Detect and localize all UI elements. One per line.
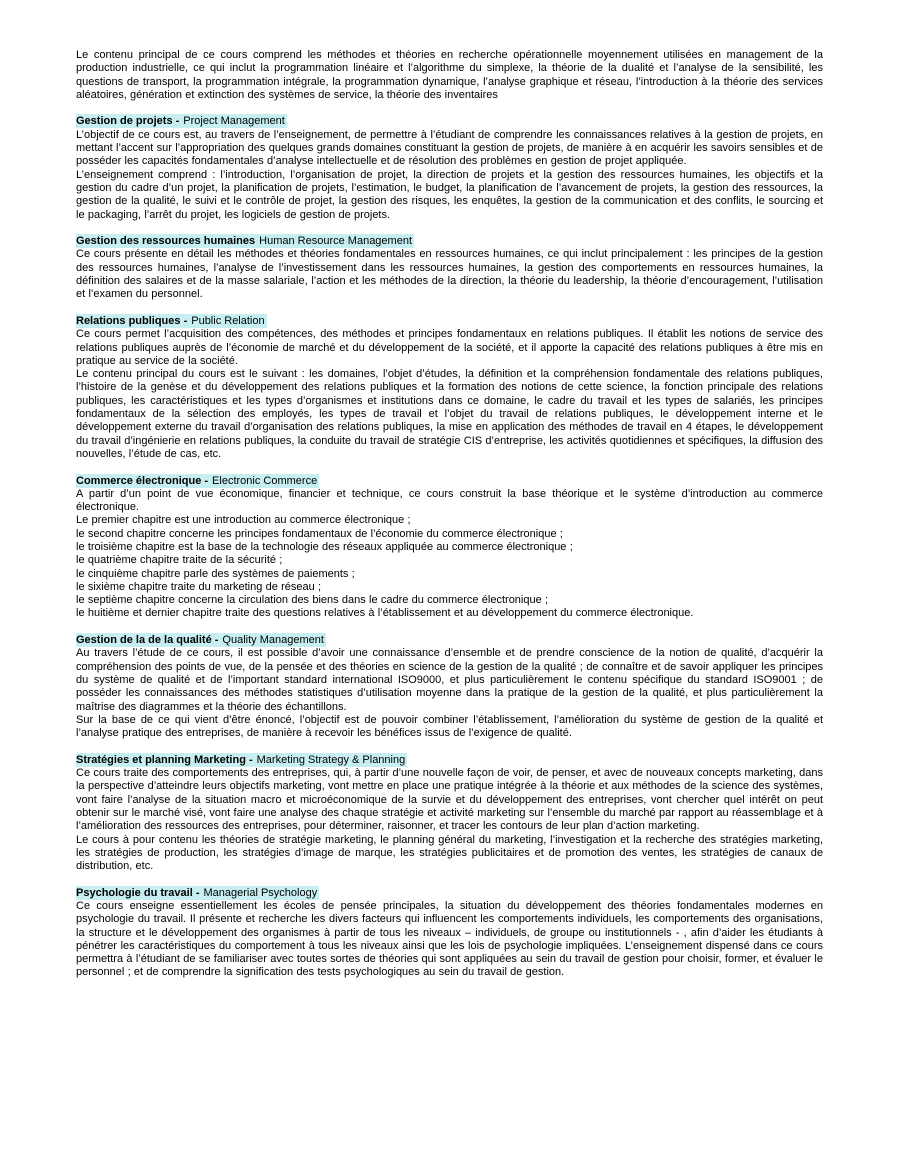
paragraph: le sixième chapitre traite du marketing de réseau ; [76,580,322,593]
paragraph: le quatrième chapitre traite de la sécurité ; [76,554,283,567]
heading-english: Quality Management [222,634,324,647]
course-section-ressources-humaines [76,235,823,301]
paragraph: Le cours à pour contenu les théories de stratégie marketing, le planning général du marketing, l’investigation et la recherche des stratégies marketing, les stratégies de production, les stratégies d’image de marque, les stratégies publicitaires et de promotion des ventes, les stratégies de canaux de distribution, etc. [76,833,823,873]
paragraph: Ce cours permet l’acquisition des compétences, des méthodes et principes fondamentaux en relations publiques. Il établit les notions de service des relations publiques auprès de l’économie de marché et du développement de la société, et il apporte la capacité des relations publiques à être mis en pratique au service de la société. [76,328,823,367]
paragraph: Le premier chapitre est une introduction au commerce électronique ; [76,514,411,527]
heading-french: Gestion de projets - [76,115,180,128]
heading-french: Gestion de la de la qualité - [76,634,219,647]
course-section-gestion-qualite [76,634,823,740]
course-section-psychologie-travail [76,887,823,980]
paragraph: Ce cours présente en détail les méthodes et théories fondamentales en ressources humaines, ce qui inclut principalement : les principes de la gestion des ressources humaines, l’analyse de l’investissement dans les ressources humaines, la gestion des comportements en ressources humaines, la définition des salaires et de la masse salariale, l’action et les méthodes de la direction, la théorie du leadership, la théorie d’encouragement, l’utilisation et l’examen du personnel. [76,248,823,301]
heading-french: Gestion des ressources humaines [76,235,256,248]
section-heading [76,753,407,767]
section-heading [76,886,319,900]
course-section-relations-publiques [76,315,823,461]
course-section-gestion-de-projets [76,115,823,221]
section-heading [76,114,287,128]
section-heading [76,633,326,647]
heading-french: Psychologie du travail - [76,886,200,899]
paragraph: A partir d’un point de vue économique, financier et technique, ce cours construit la base théorique et le système d’introduction au commerce électronique. [76,487,823,514]
paragraph: le second chapitre concerne les principes fondamentaux de l’économie du commerce électronique ; [76,527,563,540]
heading-english: Managerial Psychology [203,886,318,899]
heading-english: Project Management [183,115,285,128]
heading-french: Stratégies et planning Marketing - [76,753,253,766]
intro-paragraph: Le contenu principal de ce cours comprend les méthodes et théories en recherche opérationnelle moyennement utilisées en management de la production industrielle, ce qui inclut la programmation linéaire et l’algorithme du simplexe, la théorie de la dualité et l’analyse de la sensibilité, les questions de transport, la programmation intégrale, la programmation dynamique, l’analyse graphique et réseau, l’introduction à la théorie des services aléatoires, génération et extinction des systèmes de service, la théorie des inventaires [76,49,823,101]
course-section-strategies-marketing [76,754,823,874]
section-heading-row [76,754,823,767]
section-heading [76,474,319,488]
heading-french: Commerce électronique - [76,474,209,487]
paragraph: le septième chapitre concerne la circulation des biens dans le cadre du commerce électronique ; [76,594,549,607]
heading-english: Public Relation [191,314,265,327]
section-heading [76,234,414,248]
section-heading [76,314,267,328]
section-heading-row [76,475,823,488]
section-heading-row [76,634,823,647]
course-section-commerce-electronique [76,475,823,621]
heading-english: Marketing Strategy & Planning [256,753,406,766]
paragraph: Ce cours traite des comportements des entreprises, qui, à partir d’une nouvelle façon de voir, de penser, et avec de nouveaux concepts marketing, dans la perspective d’atteindre leurs objectifs marketing, vont mettre en place une pratique intégrée à la théorie et aux méthodes de la science des systèmes, vont faire l’analyse de la situation macro et microéconomique de la survie et du développement des entreprises, vont chercher quel intérêt on peut obtenir sur le marché visé, vont faire une analyse des chaque stratégie et activité marketing sur l’ensemble du marché par rapport au réassemblage et à l’amélioration des ressources des entreprises, pour déterminer, raisonner, et tracer les contours de leur plan d’action marketing. [76,767,823,833]
paragraph: le huitième et dernier chapitre traite des questions relatives à l’établissement et au développement du commerce électronique. [76,607,694,620]
heading-french: Relations publiques - [76,314,188,327]
heading-english: Human Resource Management [259,235,412,248]
paragraph: Le contenu principal du cours est le suivant : les domaines, l’objet d’études, la définition et la compréhension fondamentale des relations publiques, l’histoire de la genèse et du développement des relations publiques et la formation des notions de cette science, la fonction principale des relations publiques, les caractéristiques et les types d’organismes et institutions dans ce domaine, le cadre du travail et les types de salariés, les principes fondamentaux de la sélection des employés, les types de travail et l’objet du travail de relations publiques, le développement interne et le développement externe du travail d’organisation des relations publiques, la mise en application des méthodes de travail en 4 étapes, le développement du travail d’ingénierie en relations publiques, la conduite du travail de stratégie CIS d’entreprise, les activités quotidiennes et spécifiques, la diffusion des nouvelles, l’étude de cas, etc. [76,368,823,460]
section-heading-row [76,315,823,328]
section-heading-row [76,887,823,900]
paragraph: Sur la base de ce qui vient d’être énoncé, l’objectif est de pouvoir combiner l’établissement, l’amélioration du système de gestion de la qualité et l’analyse pratique des entreprises, de manière à recevoir les bénéfices issus de l’exigence de qualité. [76,713,823,740]
paragraph: Au travers l’étude de ce cours, il est possible d’avoir une connaissance d’ensemble et de prendre conscience de la notion de qualité, d’acquérir la compréhension des points de vue, de la pensée et des théories en science de la gestion de la qualité ; de connaître et de savoir appliquer les principes du système de qualité et de l’important standard international ISO9000, et plus particulièrement le contenu spécifique du standard ISO9001 ; de posséder les connaissances des méthodes statistiques d’utilisation moyenne dans la pratique de la gestion de la qualité, et plus particulièrement la maîtrise des diagrammes et la théorie des échantillons. [76,647,823,713]
paragraph: le cinquième chapitre parle des systèmes de paiements ; [76,567,355,580]
paragraph: le troisième chapitre est la base de la technologie des réseaux appliquée au commerce électronique ; [76,540,573,553]
paragraph: L’objectif de ce cours est, au travers de l’enseignement, de permettre à l’étudiant de comprendre les connaissances relatives à la gestion de projets, en mettant l’accent sur l’appropriation des quelques grands domaines constituant la gestion de projets, de manière à en acquérir les savoirs sensibles et de posséder les capacités fondamentales d’analyse intellectuelle et de résolution des problèmes en gestion de projet appliquée. [76,128,823,168]
section-heading-row [76,115,823,128]
heading-english: Electronic Commerce [212,474,318,487]
paragraph: Ce cours enseigne essentiellement les écoles de pensée principales, la situation du développement des théories fondamentales modernes en psychologie du travail. Il présente et recherche les divers facteurs qui influencent les comportements individuels, les comportements des organisations, la structure et le développement des organismes à partir de tous les niveaux – individuels, de groupe ou institutionnels - , afin d’aider les étudiants à pénétrer les caractéristiques du comportement à tous les niveaux ainsi que les lois de psychologie impliquées. L’enseignement dispensé dans ce cours permettra à l’étudiant de se familiariser avec toutes sortes de théories qui sont appliquées au sein du travail de gestion pour choisir, former, et évaluer le personnel ; et de comprendre la signification des tests psychologiques au sein du travail de gestion. [76,900,823,979]
paragraph: L’enseignement comprend : l’introduction, l’organisation de projet, la direction de projets et la gestion des ressources humaines, les objectifs et la gestion du cadre d’un projet, la planification de projets, l’estimation, le budget, la planification de l’avancement de projets, la gestion des ressources, la gestion de la qualité, le suivi et le contrôle de projet, la gestion des risques, les enquêtes, la gestion de la communication et des conflits, le sourcing et le packaging, l’arrêt du projet, les logiciels de gestion de projets. [76,168,823,221]
section-heading-row [76,235,823,248]
